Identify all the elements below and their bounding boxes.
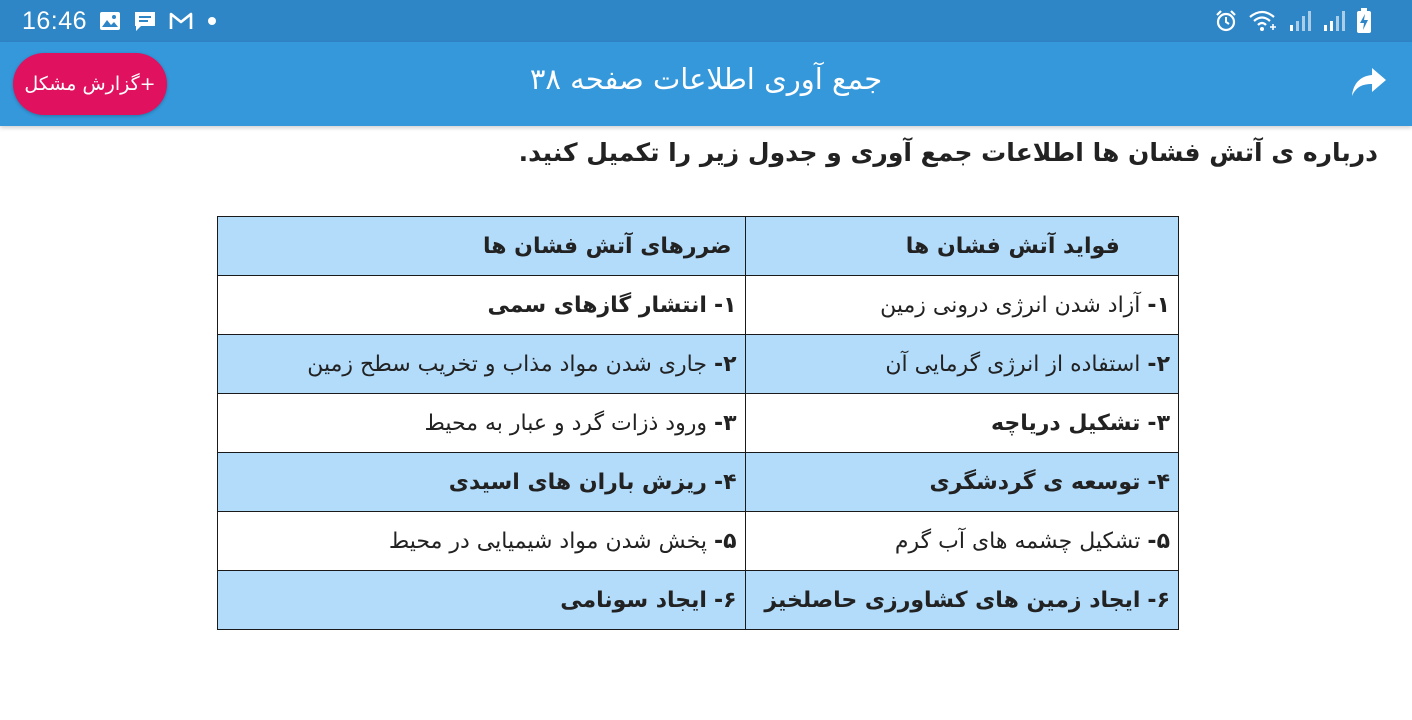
header-benefits: فواید آتش فشان ها — [745, 217, 1178, 276]
harm-cell — [218, 453, 746, 512]
status-bar — [0, 0, 1412, 42]
app-bar — [0, 42, 1412, 126]
table-row — [218, 512, 1179, 571]
dot-icon — [205, 14, 219, 28]
volcano-table — [217, 216, 1179, 630]
signal-icon — [1288, 10, 1312, 32]
signal-icon — [1322, 10, 1346, 32]
status-right — [1214, 8, 1372, 34]
cell-text: آزاد شدن انرژی درونی زمین — [880, 292, 1141, 318]
cell-text: جاری شدن مواد مذاب و تخریب سطح زمین — [307, 351, 707, 377]
table-header-row — [218, 217, 1179, 276]
alarm-icon — [1214, 9, 1238, 33]
cell-text: توسعه ی گردشگری — [929, 469, 1141, 495]
cell-text: پخش شدن مواد شیمیایی در محیط — [388, 528, 707, 554]
harm-cell — [218, 571, 746, 630]
row-number: ۵- — [713, 528, 737, 554]
harm-cell — [218, 512, 746, 571]
battery-charging-icon — [1356, 8, 1372, 34]
status-time: 16:46 — [22, 6, 88, 35]
table-row — [218, 276, 1179, 335]
cell-text: ایجاد سونامی — [560, 587, 707, 613]
benefit-cell — [745, 394, 1178, 453]
harm-cell — [218, 335, 746, 394]
table-body — [218, 276, 1179, 630]
cell-text: ورود ذزات گرد و عبار به محیط — [424, 410, 707, 436]
harm-cell — [218, 394, 746, 453]
table-row — [218, 335, 1179, 394]
benefit-cell — [745, 276, 1178, 335]
cell-text: ایجاد زمین های کشاورزی حاصلخیز — [764, 587, 1141, 613]
wifi-icon — [1248, 10, 1278, 32]
benefit-cell — [745, 571, 1178, 630]
benefit-cell — [745, 453, 1178, 512]
chat-icon — [133, 10, 157, 32]
row-number: ۳- — [1147, 410, 1170, 436]
cell-text: ریزش باران های اسیدی — [448, 469, 707, 495]
benefit-cell — [745, 335, 1178, 394]
table-row — [218, 453, 1179, 512]
row-number: ۱- — [713, 292, 737, 318]
header-harms: ضررهای آتش فشان ها — [218, 217, 746, 276]
row-number: ۶- — [713, 587, 737, 613]
row-number: ۶- — [1147, 587, 1170, 613]
row-number: ۴- — [1147, 469, 1170, 495]
row-number: ۳- — [713, 410, 737, 436]
share-icon — [1350, 66, 1388, 102]
row-number: ۵- — [1147, 528, 1170, 554]
harm-cell — [218, 276, 746, 335]
gmail-icon — [169, 12, 193, 30]
report-problem-button[interactable]: +گزارش مشکل — [13, 53, 167, 115]
page-title: جمع آوری اطلاعات صفحه ۳۸ — [529, 62, 883, 96]
benefit-cell — [745, 512, 1178, 571]
row-number: ۴- — [713, 469, 737, 495]
row-number: ۲- — [713, 351, 737, 377]
row-number: ۱- — [1147, 292, 1170, 318]
image-icon — [99, 11, 121, 31]
table-row — [218, 394, 1179, 453]
share-button[interactable] — [1346, 64, 1392, 104]
row-number: ۲- — [1147, 351, 1170, 377]
cell-text: تشکیل چشمه های آب گرم — [894, 528, 1141, 554]
cell-text: تشکیل دریاچه — [991, 410, 1141, 436]
cell-text: استفاده از انرژی گرمایی آن — [885, 351, 1141, 377]
cell-text: انتشار گازهای سمی — [487, 292, 707, 318]
status-left — [22, 7, 219, 36]
instruction-text: درباره ی آتش فشان ها اطلاعات جمع آوری و جدول زیر را تکمیل کنید. — [518, 138, 1378, 167]
table-row — [218, 571, 1179, 630]
